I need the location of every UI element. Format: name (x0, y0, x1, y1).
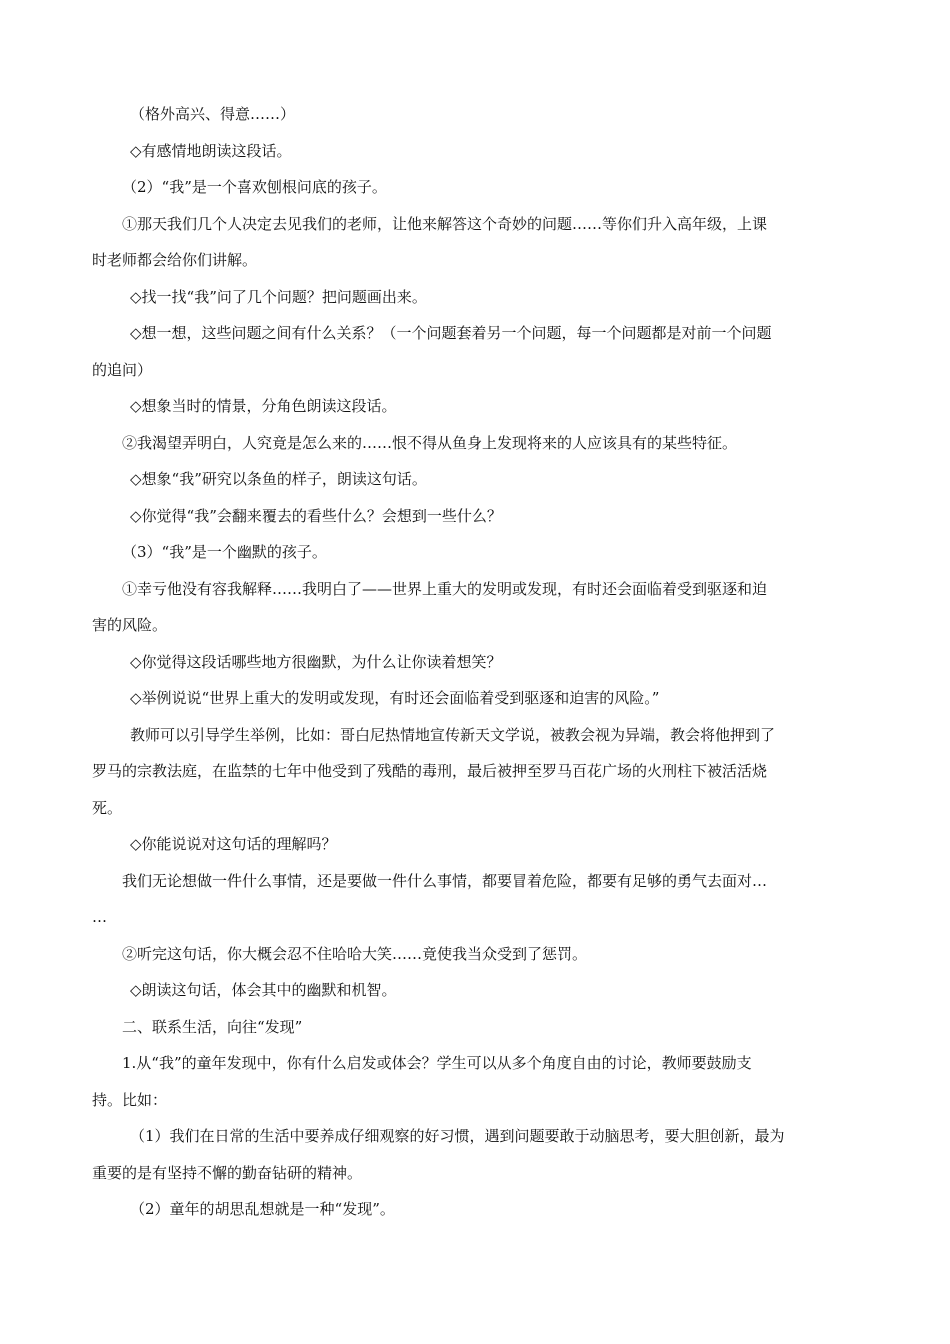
text-line: ◇想象“我”研究以条鱼的样子，朗读这句话。 (130, 470, 427, 488)
section-heading: 二、联系生活，向往“发现” (122, 1017, 303, 1036)
text-line: 重要的是有坚持不懈的勤奋钻研的精神。 (92, 1163, 363, 1182)
text-line: ①那天我们几个人决定去见我们的老师，让他来解答这个奇妙的问题……等你们升入高年级，上课 (122, 214, 768, 233)
text-line: ◇想象当时的情景，分角色朗读这段话。 (130, 397, 397, 415)
text-line: ②我渴望弄明白，人究竟是怎么来的……恨不得从鱼身上发现将来的人应该具有的某些特征。 (122, 433, 738, 452)
text-line: 的追问） (92, 360, 153, 379)
document-page (92, 96, 862, 1228)
text-line: ②听完这句话，你大概会忍不住哈哈大笑……竟使我当众受到了惩罚。 (122, 944, 588, 963)
text-line: … (92, 908, 107, 926)
text-line: 持。比如： (92, 1090, 168, 1109)
text-line: （格外高兴、得意……） (130, 105, 296, 123)
text-line: ◇找一找“我”问了几个问题？把问题画出来。 (130, 287, 427, 306)
section-heading: （3）“我”是一个幽默的孩子。 (122, 543, 327, 561)
text-line: ◇你觉得“我”会翻来覆去的看些什么？会想到一些什么？ (130, 506, 502, 525)
text-line: ◇你觉得这段话哪些地方很幽默，为什么让你读着想笑？ (130, 652, 502, 671)
section-heading: （2）“我”是一个喜欢刨根问底的孩子。 (122, 178, 387, 196)
text-line: ◇想一想，这些问题之间有什么关系？（一个问题套着另一个问题，每一个问题都是对前一个问题 (130, 324, 772, 342)
text-line: 1.从“我”的童年发现中，你有什么启发或体会？学生可以从多个角度自由的讨论，教师要鼓励支 (122, 1054, 752, 1072)
text-line: 时老师都会给你们讲解。 (92, 251, 258, 269)
text-line: ◇有感情地朗读这段话。 (130, 141, 292, 160)
text-line: 罗马的宗教法庭，在监禁的七年中他受到了残酷的毒刑，最后被押至罗马百花广场的火刑柱下被活活烧 (92, 762, 768, 780)
text-line: 我们无论想做一件什么事情，还是要做一件什么事情，都要冒着危险，都要有足够的勇气去面对… (122, 871, 768, 890)
text-line: ◇举例说说“世界上重大的发明或发现，有时还会面临着受到驱逐和迫害的风险。” (130, 689, 660, 707)
text-line: ◇你能说说对这句话的理解吗？ (130, 835, 337, 853)
text-line: 害的风险。 (92, 616, 168, 634)
text-line: ①幸亏他没有容我解释……我明白了——世界上重大的发明或发现，有时还会面临着受到驱逐和迫 (122, 579, 768, 598)
text-line: 教师可以引导学生举例，比如：哥白尼热情地宣传新天文学说，被教会视为异端，教会将他押到了 (130, 725, 776, 744)
text-line: 死。 (92, 798, 123, 817)
text-line: （1）我们在日常的生活中要养成仔细观察的好习惯，遇到问题要敢于动脑思考，要大胆创新，最为 (130, 1127, 785, 1145)
text-line: ◇朗读这句话，体会其中的幽默和机智。 (130, 981, 397, 999)
text-line: （2）童年的胡思乱想就是一种“发现”。 (130, 1200, 395, 1218)
